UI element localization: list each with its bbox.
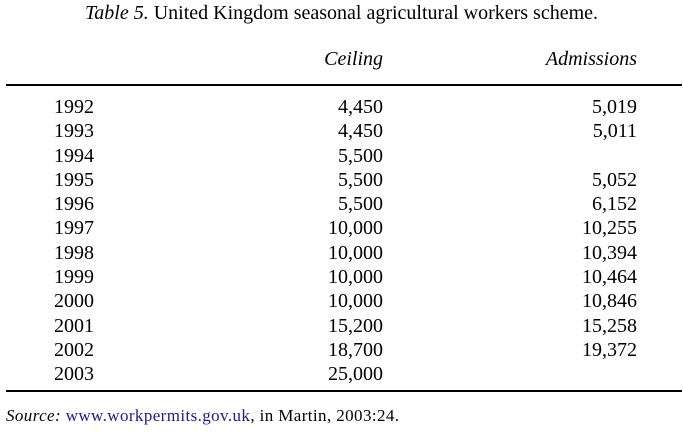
cell-ceiling: 10,000 bbox=[328, 241, 383, 264]
cell-admissions: 6,152 bbox=[592, 193, 637, 216]
table-row bbox=[0, 338, 683, 362]
cell-admissions: 10,846 bbox=[582, 290, 637, 313]
table-row bbox=[0, 144, 683, 168]
table-header-row bbox=[0, 46, 683, 72]
column-header-admissions: Admissions bbox=[545, 48, 637, 70]
table-row bbox=[0, 289, 683, 313]
cell-ceiling: 15,200 bbox=[328, 314, 383, 337]
cell-year: 1997 bbox=[54, 217, 94, 240]
cell-admissions: 5,052 bbox=[592, 168, 637, 191]
table-top-rule bbox=[6, 84, 682, 86]
cell-year: 2003 bbox=[54, 363, 94, 386]
cell-ceiling: 5,500 bbox=[338, 144, 383, 167]
table-caption bbox=[0, 0, 683, 26]
cell-admissions: 15,258 bbox=[582, 314, 637, 337]
table-row bbox=[0, 216, 683, 240]
table-row bbox=[0, 168, 683, 192]
cell-ceiling: 10,000 bbox=[328, 266, 383, 289]
cell-year: 1995 bbox=[54, 168, 94, 191]
cell-ceiling: 4,450 bbox=[338, 120, 383, 143]
cell-ceiling: 10,000 bbox=[328, 217, 383, 240]
source-label: Source: bbox=[6, 406, 62, 425]
cell-year: 1992 bbox=[54, 96, 94, 118]
table-caption-text: United Kingdom seasonal agricultural workers scheme. bbox=[148, 2, 599, 24]
cell-admissions: 10,255 bbox=[582, 217, 637, 240]
cell-admissions: 19,372 bbox=[582, 338, 637, 361]
cell-ceiling: 5,500 bbox=[338, 193, 383, 216]
cell-admissions: 5,019 bbox=[592, 96, 637, 118]
cell-year: 1993 bbox=[54, 120, 94, 143]
cell-ceiling: 5,500 bbox=[338, 168, 383, 191]
table-row bbox=[0, 119, 683, 143]
cell-year: 1998 bbox=[54, 241, 94, 264]
cell-admissions: 5,011 bbox=[592, 120, 637, 143]
cell-year: 1996 bbox=[54, 193, 94, 216]
cell-ceiling: 4,450 bbox=[338, 96, 383, 118]
cell-year: 2002 bbox=[54, 338, 94, 361]
table-row bbox=[0, 95, 683, 119]
cell-year: 2000 bbox=[54, 290, 94, 313]
cell-ceiling: 10,000 bbox=[328, 290, 383, 313]
cell-year: 2001 bbox=[54, 314, 94, 337]
cell-ceiling: 25,000 bbox=[328, 363, 383, 386]
source-note bbox=[6, 404, 399, 428]
cell-admissions: 10,464 bbox=[582, 266, 637, 289]
table-row bbox=[0, 314, 683, 338]
table-row bbox=[0, 265, 683, 289]
table-row bbox=[0, 192, 683, 216]
cell-ceiling: 18,700 bbox=[328, 338, 383, 361]
column-header-ceiling: Ceiling bbox=[324, 48, 383, 70]
table-bottom-rule bbox=[6, 390, 682, 392]
source-suffix: , in Martin, 2003:24. bbox=[250, 406, 400, 425]
table-row bbox=[0, 362, 683, 386]
source-link[interactable]: www.workpermits.gov.uk bbox=[65, 406, 251, 425]
cell-admissions: 10,394 bbox=[582, 241, 637, 264]
table-row bbox=[0, 241, 683, 265]
table-body bbox=[0, 95, 683, 387]
cell-year: 1994 bbox=[54, 144, 94, 167]
cell-year: 1999 bbox=[54, 266, 94, 289]
table-caption-label: Table 5. bbox=[84, 2, 149, 24]
